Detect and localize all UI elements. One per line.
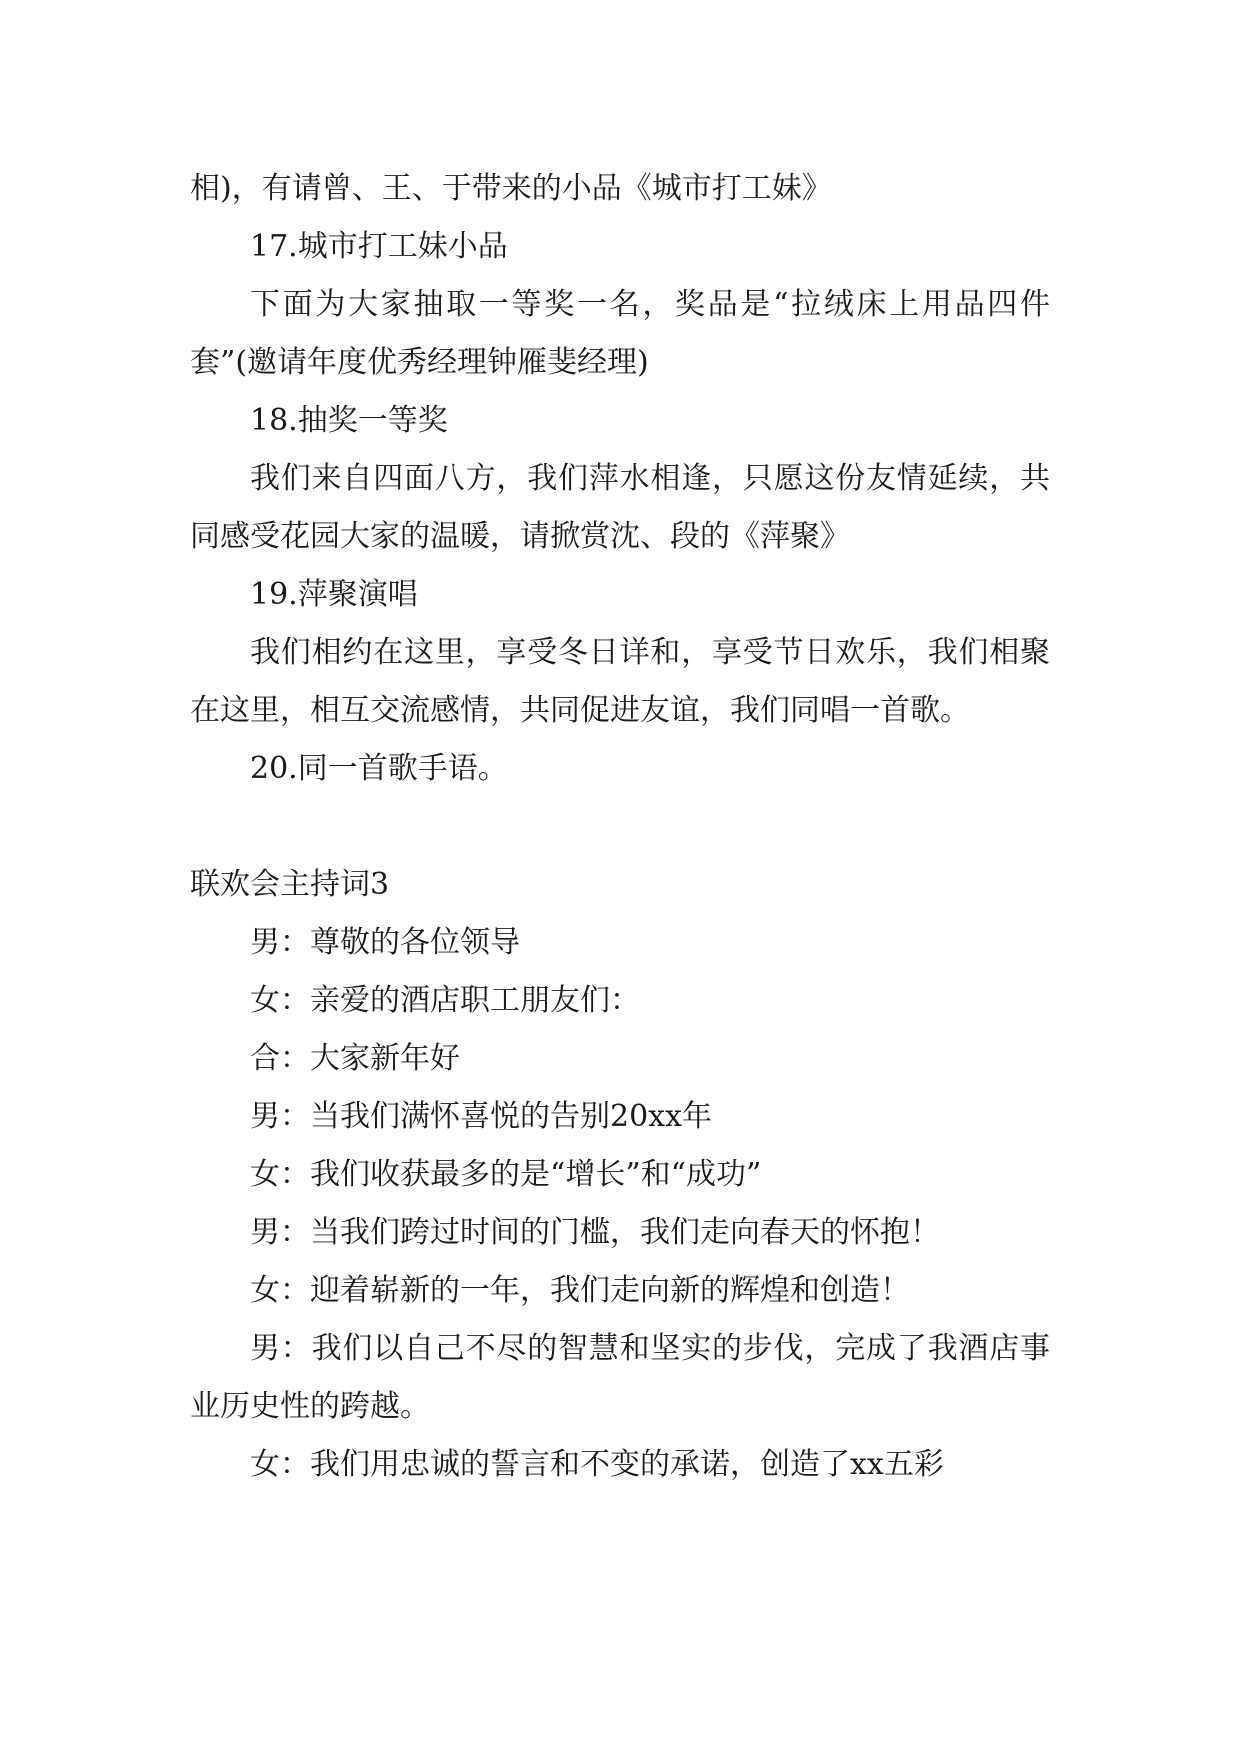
dialogue-line: 女：迎着崭新的一年，我们走向新的辉煌和创造！: [250, 1273, 910, 1308]
dialogue-line: 男：当我们跨过时间的门槛，我们走向春天的怀抱！: [250, 1215, 940, 1250]
section-title: 联欢会主持词3: [190, 867, 390, 902]
document-body: [190, 160, 1050, 1494]
dialogue-line: 男：我们以自己不尽的智慧和坚实的步伐，完成了我酒店事业历史性的跨越。: [190, 1331, 1050, 1424]
section-spacer: [190, 798, 1050, 856]
dialogue-line: 男：尊敬的各位领导: [250, 925, 520, 960]
dialogue-line: 合：大家新年好: [250, 1041, 460, 1076]
paragraph: 下面为大家抽取一等奖一名，奖品是“拉绒床上用品四件套”(邀请年度优秀经理钟雁斐经理): [190, 287, 1050, 380]
paragraph: 我们来自四面八方，我们萍水相逢，只愿这份友情延续，共同感受花园大家的温暖，请掀赏沈、段的《萍聚》: [190, 461, 1050, 554]
item-heading: 17.城市打工妹小品: [250, 229, 508, 264]
paragraph: 相)，有请曾、王、于带来的小品《城市打工妹》: [190, 171, 832, 206]
item-heading: 20.同一首歌手语。: [250, 751, 508, 786]
dialogue-line: 女：我们收获最多的是“增长”和“成功”: [250, 1157, 762, 1192]
dialogue-line: 女：亲爱的酒店职工朋友们：: [250, 983, 640, 1018]
dialogue-line: 男：当我们满怀喜悦的告别20xx年: [250, 1099, 713, 1134]
dialogue-line: 女：我们用忠诚的誓言和不变的承诺，创造了xx五彩: [250, 1447, 944, 1482]
item-heading: 18.抽奖一等奖: [250, 403, 448, 438]
paragraph: 我们相约在这里，享受冬日详和，享受节日欢乐，我们相聚在这里，相互交流感情，共同促进友谊，我们同唱一首歌。: [190, 635, 1050, 728]
item-heading: 19.萍聚演唱: [250, 577, 418, 612]
